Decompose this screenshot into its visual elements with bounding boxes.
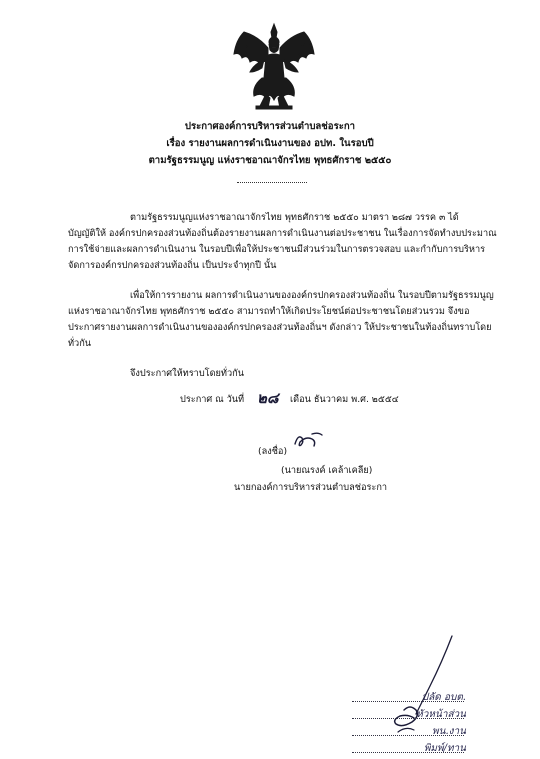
paragraph-2-line-3: ประกาศรายงานผลการดำเนินงานขององค์กรปกครองส่วนท้องถิ่นฯ ดังกล่าว ให้ประชาชนในท้องถิ่นทราบโดย (68, 322, 492, 333)
paragraph-1-line-4: จัดการองค์กรปกครองส่วนท้องถิ่น เป็นประจำทุกปี นั้น (68, 260, 277, 271)
date-day-handwritten: ๒๘ (257, 389, 279, 407)
routing-label-1: ปลัด อบต. (421, 692, 466, 703)
org-title: ประกาศองค์การบริหารส่วนตำบลช่อระกา (184, 121, 356, 132)
paragraph-1-line-2: บัญญัติให้ องค์กรปกครองส่วนท้องถิ่นต้องรายงานผลการดำเนินงานต่อประชาชน ในเรื่องการจัดทำงบประมาณ (68, 228, 497, 239)
paragraph-1-line-1: ตามรัฐธรรมนูญแห่งราชอาณาจักรไทย พุทธศักราช ๒๕๕๐ มาตรา ๒๘๗ วรรค ๓ ได้ (130, 212, 459, 223)
subject-line: เรื่อง รายงานผลการดำเนินงานของ อปท. ในรอบปี (166, 138, 374, 149)
signature-label: (ลงชื่อ) (258, 446, 288, 457)
constitution-reference: ตามรัฐธรรมนูญ แห่งราชอาณาจักรไทย พุทธศักราช ๒๕๕๐ (148, 155, 392, 166)
garuda-emblem (232, 22, 316, 110)
paragraph-2-line-4: ทั่วกัน (68, 338, 92, 349)
routing-label-2: หัวหน้าส่วน (416, 709, 466, 720)
routing-label-4: พิมพ์/ทาน (423, 743, 466, 754)
paragraph-2-line-1: เพื่อให้การรายงาน ผลการดำเนินงานขององค์กรปกครองส่วนท้องถิ่น ในรอบปีตามรัฐธรรมนูญ (130, 290, 494, 301)
signer-position: นายกองค์การบริหารส่วนตำบลช่อระกา (234, 482, 388, 493)
header-divider (237, 182, 307, 183)
paragraph-1-line-3: การใช้จ่ายและผลการดำเนินงาน ในรอบปีเพื่อให้ประชาชนมีส่วนร่วมในการตรวจสอบ และกำกับการบริหาร (68, 244, 486, 255)
paragraph-2-line-2: แห่งราชอาณาจักรไทย พุทธศักราช ๒๕๕๐ สามารถทำให้เกิดประโยชน์ต่อประชาชนโดยส่วนรวม จึงขอ (68, 306, 470, 317)
signer-name: (นายณรงค์ เคล้าเคลีย) (281, 465, 373, 476)
date-month-year: เดือน ธันวาคม พ.ศ. ๒๕๕๔ (290, 394, 399, 405)
signature-mark (292, 430, 326, 450)
announcement-line: จึงประกาศให้ทราบโดยทั่วกัน (130, 368, 244, 379)
routing-label-3: พน.งาน (432, 726, 466, 737)
date-prefix: ประกาศ ณ วันที่ (180, 394, 245, 405)
